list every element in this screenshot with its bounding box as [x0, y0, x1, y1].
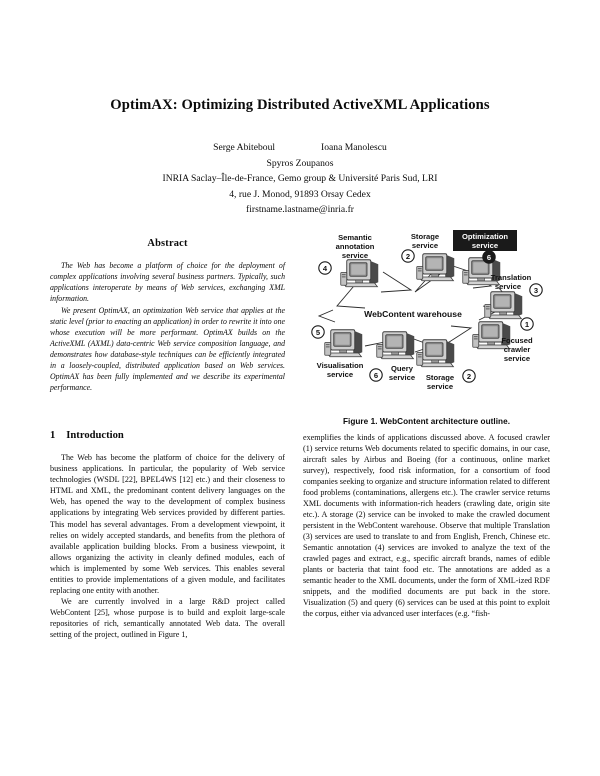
intro-paragraph-2: We are currently involved in a large R&D project called WebContent [25], whose purpose is to build and exploit large-scale repositories of rich, semantically annotated Web data. The overall setting of the project, outlined in Figure 1, [50, 597, 285, 640]
node-optimization-label-1: Optimization [462, 232, 508, 241]
section-heading-introduction [50, 429, 285, 443]
diagram-node-visualisation [312, 326, 364, 379]
figure-1 [303, 228, 550, 426]
author-block [50, 140, 550, 218]
abstract-paragraph-1: The Web has become a platform of choice for the deployment of complex applications involving several business partners. Typically, such applications interoperate by means of Web services, exchanging XML information. [50, 260, 285, 304]
author-3: Spyros Zoupanos [266, 157, 334, 169]
diagram-node-crawler [473, 318, 533, 363]
node-semantic-badge: 4 [322, 264, 328, 273]
author-2: Ioana Manolescu [321, 142, 387, 154]
diagram-node-storage-top [402, 232, 454, 281]
diagram-node-storage-bottom [417, 340, 475, 391]
node-translation-label-2: service [494, 282, 522, 291]
section-title: Introduction [66, 430, 124, 442]
computer-icon [417, 254, 455, 281]
section-number: 1 [50, 430, 56, 442]
page-title: OptimAX: Optimizing Distributed ActiveXML Applications [110, 97, 490, 113]
computer-icon [325, 330, 363, 357]
right-column-text [303, 432, 550, 619]
email: firstname.lastname@inria.fr [246, 204, 354, 216]
node-storage-bottom-label-1: Storage [425, 373, 455, 382]
node-storage-bottom-badge: 2 [466, 372, 472, 381]
figure-caption: Figure 1. WebContent architecture outline. [342, 417, 511, 426]
node-translation-badge: 3 [533, 286, 539, 295]
node-storage-top-label-1: Storage [410, 232, 440, 241]
node-query-label-2: service [388, 373, 416, 382]
node-query-label-1: Query [391, 364, 413, 373]
architecture-diagram [303, 228, 550, 406]
computer-icon [417, 340, 455, 367]
node-semantic-label-2: annotation [335, 242, 375, 251]
diagram-node-semantic [319, 233, 378, 287]
warehouse-label: WebContent warehouse [364, 309, 462, 319]
right-column [303, 228, 550, 619]
node-crawler-label-3: service [503, 354, 531, 363]
node-crawler-label-2: crawler [503, 345, 531, 354]
abstract-paragraph-2: We present OptimAX, an optimization Web service that applies at the static level (prior to enacting an application) in order to rewrite it into one whose execution will be more performant. OptimAX builds on the ActiveXML (AXML) data-centric Web service composition language, and demonstrates how database-style techniques can be efficiently integrated in a loosely-coupled, distributed application based on Web services. OptimAX has been fully implemented and we describe its experimental performance. [50, 306, 285, 393]
author-row-primary [50, 140, 550, 156]
diagram-node-query [370, 332, 415, 382]
node-visualisation-badge: 5 [315, 328, 321, 337]
node-visualisation-label-2: service [326, 370, 354, 379]
node-crawler-badge: 1 [524, 320, 530, 329]
intro-paragraph-2-continued: exemplifies the kinds of applications discussed above. A focused crawler (1) service returns Web documents related to specific domains, in our case, aircraft sales by Airbus and Boeing (for a continuous, online market survey), respectively, food risk information, for a consortium of food companies seeking to organize and structure information related to different food problems (contaminations, allergens etc.). The crawler service returns XML documents with information-rich headers (crawling date, origin site etc.). A storage (2) service can be invoked to make the crawled document persistent in the WebContent warehouse. Observe that multiple Translation (3) services are used to translate to and from English, French, Chinese etc. Semantic annotation (4) services are invoked to analyze the text of the crawled pages and extract, e.g., specific aircraft brands, names of edible plants or bacteria that taint food etc. The annotations are added as a semantic header to the XML documents, under the form of XML-ized RDF snippets, and the modified documents are put back in the store. Visualization (5) and query (6) services can be used at this point to exploit the corpus, either via advanced user interfaces (e.g. “fish- [303, 433, 550, 619]
intro-paragraph-1: The Web has become the platform of choice for the delivery of business applications. In particular, the popularity of Web service technologies (WSDL [22], BPEL4WS [12] etc.) and their closeness to HTML and XML, the predominant content delivery languages on the Web, has opened the way to the development of complex business applications by integrating Web services provided by different parties. This model has several advantages. From a development viewpoint, it relies on widely accepted standards, and benefits from the plethora of available application building blocks. From a business viewpoint, it allows organizing the activity in cleanly defined modules, each of which is implemented by some Web services. This enables several entities to provide implementations of a given module, and facilitates replacing one entity with another. [50, 453, 285, 595]
node-semantic-label-3: service [341, 251, 369, 260]
node-storage-top-label-2: service [411, 241, 439, 250]
node-storage-bottom-label-2: service [426, 382, 454, 391]
node-optimization-label-2: service [471, 241, 499, 250]
node-visualisation-label-1: Visualisation [316, 361, 364, 370]
affiliation: INRIA Saclay–Île-de-France, Gemo group & Université Paris Sud, LRI [162, 173, 438, 185]
address: 4, rue J. Monod, 91893 Orsay Cedex [229, 188, 371, 200]
diagram-node-translation [485, 273, 542, 319]
node-storage-top-badge: 2 [405, 252, 411, 261]
node-translation-label-1: Translation [490, 273, 532, 282]
abstract-heading: Abstract [147, 238, 188, 249]
node-optimization-badge: 6 [486, 253, 492, 262]
computer-icon [341, 260, 379, 287]
node-semantic-label-1: Semantic [338, 233, 372, 242]
computer-icon [377, 332, 415, 359]
abstract-body [50, 260, 285, 393]
title-block [50, 96, 550, 218]
left-column [50, 228, 285, 640]
computer-icon [485, 292, 523, 319]
node-crawler-label-1: Focused [501, 336, 533, 345]
node-query-badge: 6 [373, 371, 379, 380]
author-1: Serge Abiteboul [213, 142, 276, 154]
